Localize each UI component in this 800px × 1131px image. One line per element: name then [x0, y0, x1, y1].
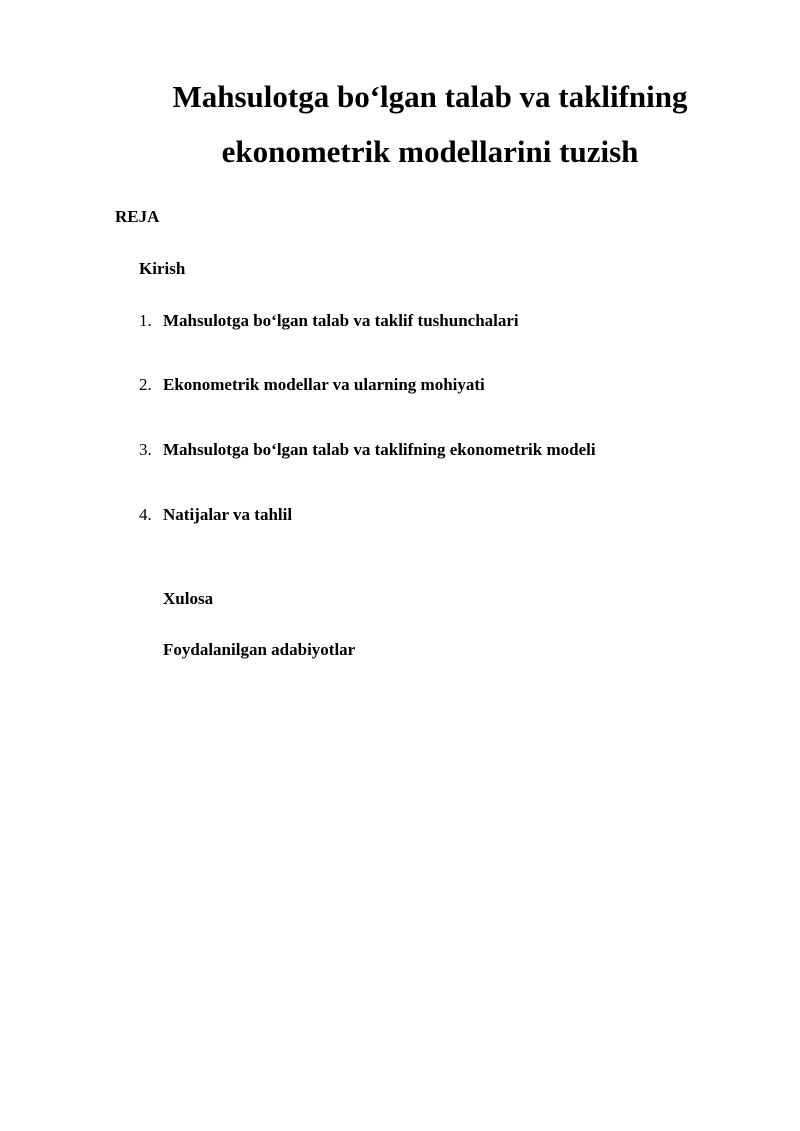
document-title-line-1: Mahsulotga bo‘lgan talab va taklifning [172, 79, 688, 114]
list-item [139, 311, 519, 331]
list-item-label: Mahsulotga bo‘lgan talab va taklif tushunchalari [163, 311, 519, 330]
intro-entry: Kirish [139, 259, 186, 278]
list-item [139, 440, 596, 460]
list-item [139, 375, 485, 395]
list-item-label: Natijalar va tahlil [163, 505, 293, 524]
conclusion-entry: Xulosa [163, 589, 214, 608]
document-title-line-2: ekonometrik modellarini tuzish [221, 134, 639, 169]
list-item-label: Mahsulotga bo‘lgan talab va taklifning ekonometrik modeli [163, 440, 596, 459]
list-item-number: 4. [139, 505, 152, 524]
list-item-label: Ekonometrik modellar va ularning mohiyati [163, 375, 485, 394]
references-entry: Foydalanilgan adabiyotlar [163, 640, 356, 659]
list-item-number: 1. [139, 311, 152, 330]
plan-heading: REJA [115, 207, 160, 226]
list-item [139, 505, 292, 525]
list-item-number: 3. [139, 440, 152, 459]
list-item-number: 2. [139, 375, 152, 394]
